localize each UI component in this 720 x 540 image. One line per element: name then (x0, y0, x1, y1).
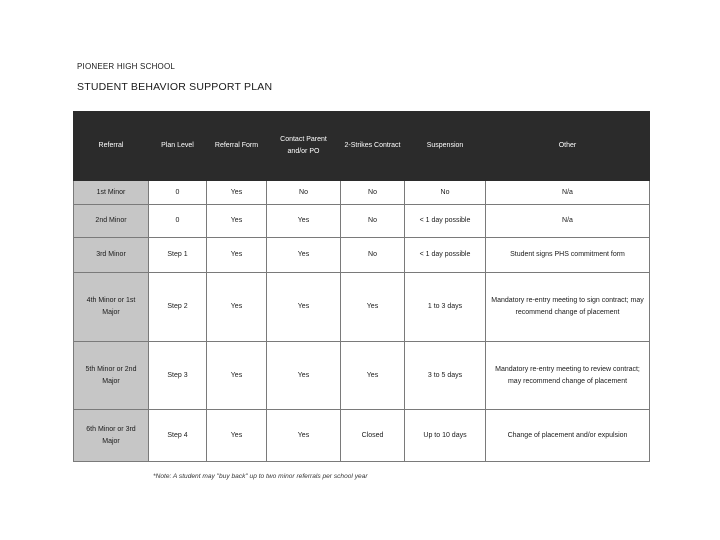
header-plan-level: Plan Level (149, 112, 207, 181)
cell-referral: 4th Minor or 1st Major (74, 273, 149, 342)
behavior-plan-table (73, 111, 650, 462)
cell-contact-parent: Yes (267, 273, 341, 342)
school-name: PIONEER HIGH SCHOOL (77, 62, 176, 71)
plan-title: STUDENT BEHAVIOR SUPPORT PLAN (77, 81, 273, 93)
cell-other: Mandatory re-entry meeting to review contract; may recommend change of placement (486, 342, 650, 410)
table-row (74, 238, 650, 273)
header-two-strikes-contract: 2-Strikes Contract (341, 112, 405, 181)
cell-referral: 6th Minor or 3rd Major (74, 410, 149, 462)
cell-plan-level: 0 (149, 181, 207, 205)
cell-other: Mandatory re-entry meeting to sign contract; may recommend change of placement (486, 273, 650, 342)
cell-plan-level: 0 (149, 205, 207, 238)
cell-suspension: No (405, 181, 486, 205)
table-row (74, 273, 650, 342)
cell-referral-form: Yes (207, 410, 267, 462)
table-header-row (74, 112, 650, 181)
cell-two-strikes: No (341, 205, 405, 238)
cell-two-strikes: No (341, 238, 405, 273)
cell-contact-parent: Yes (267, 205, 341, 238)
cell-referral-form: Yes (207, 273, 267, 342)
cell-referral-form: Yes (207, 205, 267, 238)
cell-contact-parent: Yes (267, 238, 341, 273)
header-referral-form: Referral Form (207, 112, 267, 181)
cell-referral: 1st Minor (74, 181, 149, 205)
cell-suspension: 1 to 3 days (405, 273, 486, 342)
cell-other: Student signs PHS commitment form (486, 238, 650, 273)
cell-two-strikes: Yes (341, 273, 405, 342)
cell-plan-level: Step 1 (149, 238, 207, 273)
cell-plan-level: Step 4 (149, 410, 207, 462)
cell-plan-level: Step 3 (149, 342, 207, 410)
cell-referral: 2nd Minor (74, 205, 149, 238)
cell-contact-parent: Yes (267, 410, 341, 462)
footnote: *Note: A student may "buy back" up to two minor referrals per school year (153, 473, 368, 480)
header-other: Other (486, 112, 650, 181)
header-suspension: Suspension (405, 112, 486, 181)
cell-referral: 5th Minor or 2nd Major (74, 342, 149, 410)
cell-other: Change of placement and/or expulsion (486, 410, 650, 462)
cell-suspension: 3 to 5 days (405, 342, 486, 410)
cell-referral: 3rd Minor (74, 238, 149, 273)
cell-other: N/a (486, 205, 650, 238)
cell-suspension: < 1 day possible (405, 238, 486, 273)
table-row (74, 181, 650, 205)
cell-referral-form: Yes (207, 181, 267, 205)
cell-plan-level: Step 2 (149, 273, 207, 342)
header-contact-parent: Contact Parent and/or PO (267, 112, 341, 181)
cell-two-strikes: Yes (341, 342, 405, 410)
cell-suspension: < 1 day possible (405, 205, 486, 238)
cell-contact-parent: Yes (267, 342, 341, 410)
cell-other: N/a (486, 181, 650, 205)
table-row (74, 342, 650, 410)
header-referral: Referral (74, 112, 149, 181)
cell-contact-parent: No (267, 181, 341, 205)
cell-two-strikes: No (341, 181, 405, 205)
cell-referral-form: Yes (207, 342, 267, 410)
table-row (74, 205, 650, 238)
cell-suspension: Up to 10 days (405, 410, 486, 462)
table-row (74, 410, 650, 462)
cell-referral-form: Yes (207, 238, 267, 273)
cell-two-strikes: Closed (341, 410, 405, 462)
